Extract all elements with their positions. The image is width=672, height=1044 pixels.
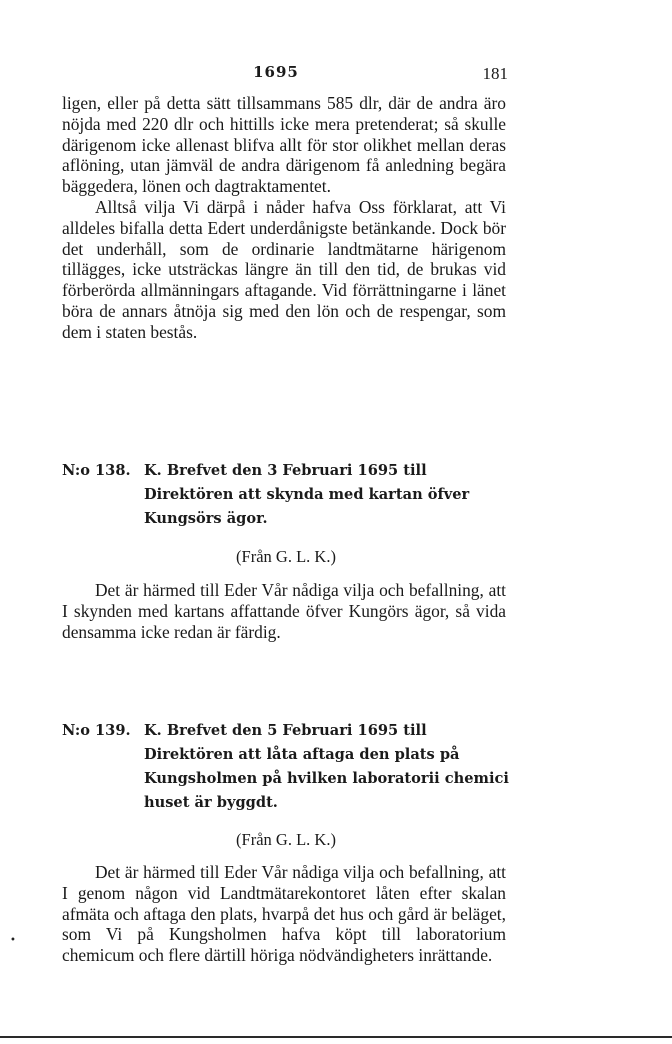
paragraph: Alltså vilja Vi därpå i nåder hafva Oss förklarat, att Vi alldeles bifalla detta Edert underdånigste betänkande. Dock bör det underhåll, som de ordinarie landtmätarne härigenom tillägges, icke utsträckas längre än till den tid, de brukas vid förberörda allmänningars aftagande. Vid förrättningarne i länet böra de annars åtnöja sig med den lön och de respengar, som dem i staten bestås. bbox=[62, 196, 506, 342]
page-number: 181 bbox=[482, 64, 508, 83]
continued-text bbox=[62, 93, 506, 343]
entry-heading-139 bbox=[62, 719, 510, 815]
entry-title: K. Brefvet den 3 Februari 1695 till Direktören att skynda med kartan öfver Kungsörs ägor. bbox=[144, 462, 470, 527]
entry-body-139 bbox=[62, 862, 506, 966]
paragraph: Det är härmed till Eder Vår nådiga vilja och befallning, att I skynden med kartans affattande öfver Kungörs ägor, så vida densamma icke redan är färdig. bbox=[62, 580, 506, 642]
paragraph: ligen, eller på detta sätt tillsammans 585 dlr, där de andra äro nöjda med 220 dlr och hittills icke mera pretenderat; så skulle därigenom icke allenast blifva allt för stor olikhet mellan deras aflöning, utan jämväl de andra därigenom få anledning begära bäggedera, lönen och dagtraktamentet. bbox=[62, 93, 506, 197]
entry-source: (Från G. L. K.) bbox=[236, 547, 336, 566]
page-edge-line bbox=[0, 1036, 672, 1038]
scan-speck: • bbox=[10, 935, 16, 946]
entry-number: N:o 138. bbox=[62, 462, 131, 479]
entry-heading-138 bbox=[62, 459, 510, 531]
entry-body-138 bbox=[62, 580, 506, 642]
entry-title: K. Brefvet den 5 Februari 1695 till Direktören att låta aftaga den plats på Kungsholmen på hvilken laboratorii chemici huset är byggdt. bbox=[144, 722, 509, 811]
running-header-year: 1695 bbox=[253, 63, 299, 81]
entry-number: N:o 139. bbox=[62, 722, 131, 739]
entry-source: (Från G. L. K.) bbox=[236, 830, 336, 849]
paragraph: Det är härmed till Eder Vår nådiga vilja och befallning, att I genom någon vid Landtmätarekontoret låten efter skalan afmäta och aftaga den plats, hvarpå det hus och gård är beläget, som Vi på Kungsholmen hafva köpt till laboratorium chemicum och flere därtill höriga nödvändigheters inrättande. bbox=[62, 862, 506, 966]
